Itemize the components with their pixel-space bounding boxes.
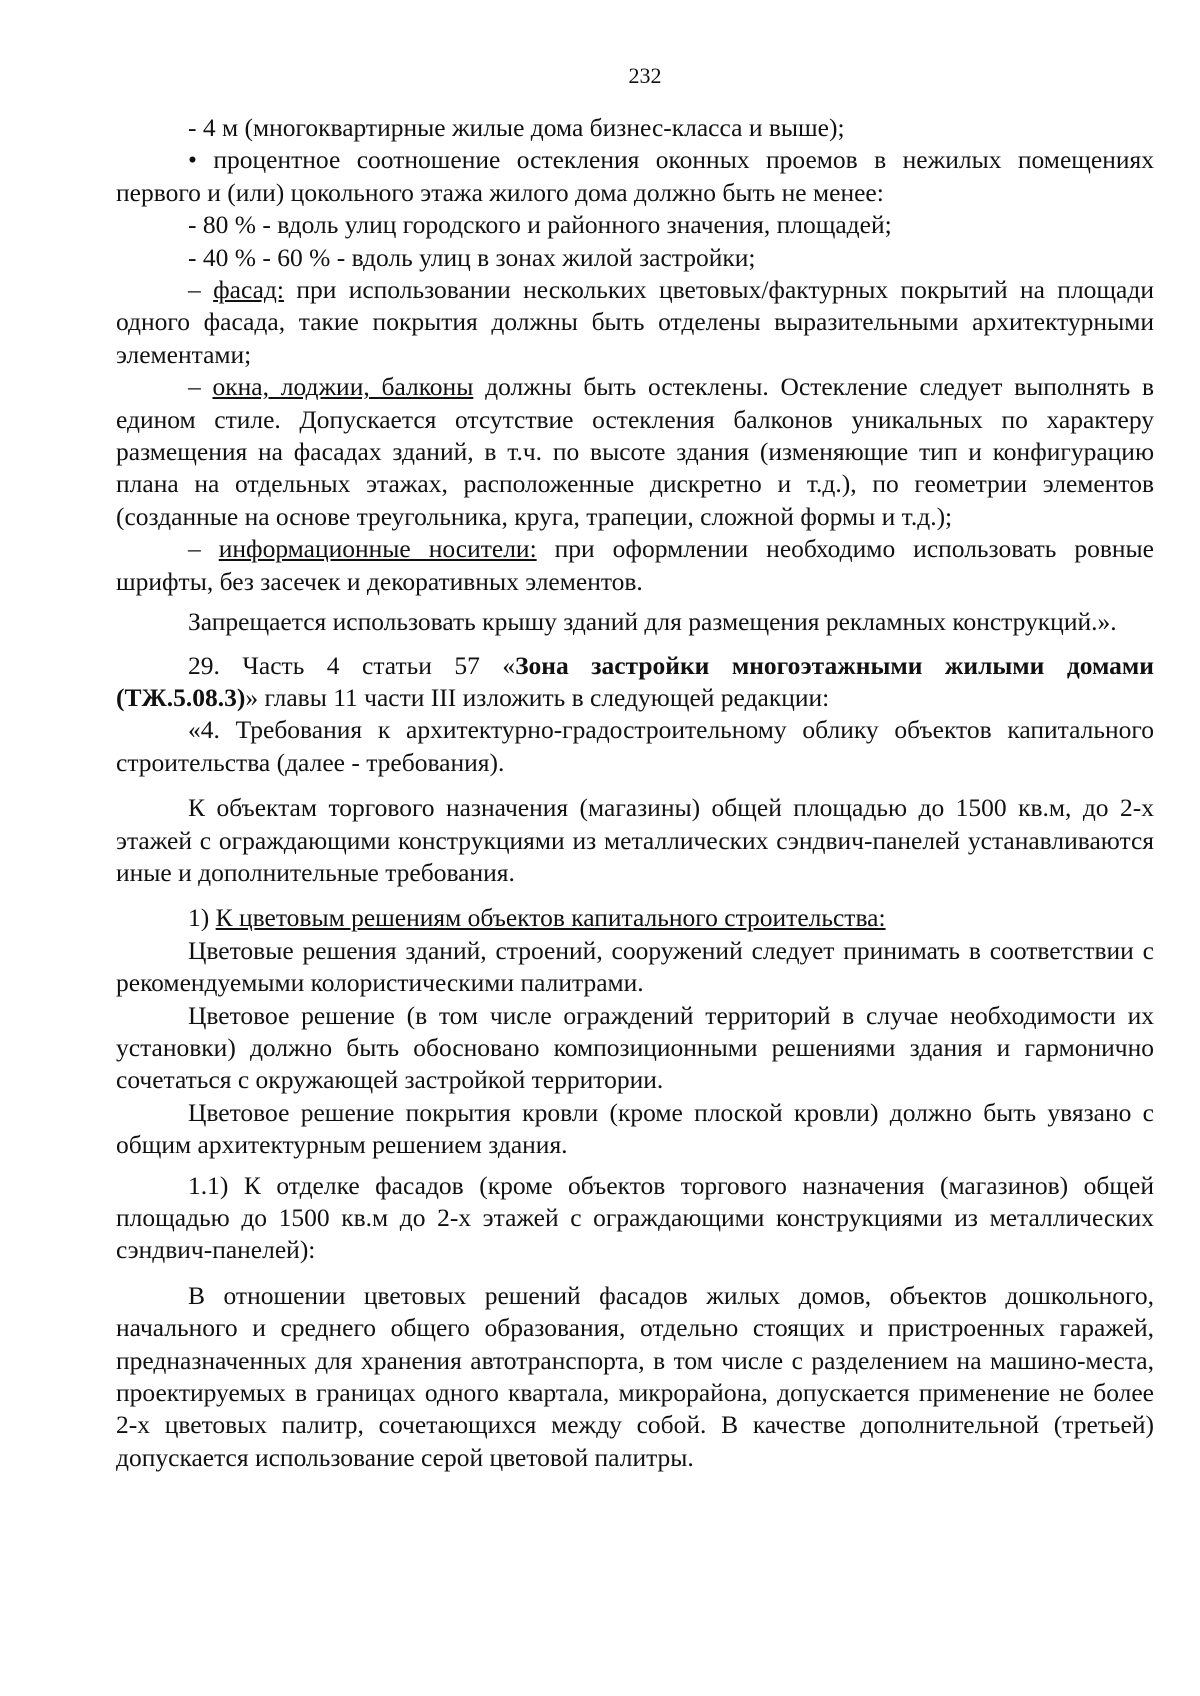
paragraph-trade-objects: К объектам торгового назначения (магазины) общей площадью до 1500 кв.м, до 2-х этажей с ограждающими конструкциями из металлических сэндвич-панелей устанавливаются иные и дополнительные требования. [116, 793, 1154, 887]
zone-title: Зона застройки многоэтажными жилыми домами (ТЖ.5.08.3) [116, 650, 1154, 712]
paragraph-windows [116, 371, 1154, 533]
paragraph-roof-ads: Запрещается использовать крышу зданий для размещения рекламных конструкций.». [188, 607, 1117, 637]
paragraph-color-justification: Цветовое решение (в том числе ограждений территорий в случае необходимости их установки) должно быть обосновано композиционными решениями здания и гармонично сочетаться с окружающей застройкой территории. [116, 1000, 1154, 1095]
paragraph-glazing-80: - 80 % - вдоль улиц городского и районного значения, площадей; [188, 210, 892, 240]
paragraph-info-carriers-text: при оформлении необходимо использовать ровные шрифты, без засечек и декоративных элементов. [116, 534, 1154, 596]
paragraph-facade-finish: 1.1) К отделке фасадов (кроме объектов торгового назначения (магазинов) общей площадью до 1500 кв.м до 2-х этажей с ограждающими конструкциями из металлических сэндвич-панелей): [116, 1170, 1154, 1265]
section-title: К цветовым решениям объектов капитального строительства: [215, 903, 886, 933]
paragraph-color-palettes: Цветовые решения зданий, строений, сооружений следует принимать в соответствии с рекомендуемыми колористическими палитрами. [116, 935, 1154, 998]
term-info-carriers: информационные носители: [218, 534, 537, 564]
paragraph-facade [116, 274, 1154, 371]
paragraph-windows-text: должны быть остеклены. Остекление следует выполнять в едином стиле. Допускается отсутствие остекления балконов уникальных по характеру размещения на фасадах зданий, в т.ч. по высоте здания (изменяющие тип и конфигурацию плана на отдельных этажах, расположенные дискретно и т.д.), по геометрии элементов (созданные на основе треугольника, круга, трапеции, сложной формы и т.д.); [116, 372, 1154, 531]
document-page [116, 62, 1154, 1474]
term-windows: окна, лоджии, балконы [212, 372, 474, 402]
item-29-rest: » главы 11 части III изложить в следующей редакции: [245, 682, 830, 712]
list-dash: – [188, 372, 213, 402]
section-heading-color [116, 902, 1154, 934]
paragraph-roof-color: Цветовое решение покрытия кровли (кроме плоской кровли) должно быть увязано с общим архитектурным решением здания. [116, 1097, 1154, 1160]
section-number: 1) [188, 903, 216, 933]
item-29-lead: 29. Часть 4 статьи 57 « [188, 650, 516, 680]
paragraph-info-carriers [116, 533, 1154, 598]
list-dash: – [188, 275, 214, 305]
paragraph-requirements-intro: «4. Требования к архитектурно-градостроительному облику объектов капитального строительства (далее - требования). [116, 715, 1154, 777]
paragraph-facade-palettes: В отношении цветовых решений фасадов жилых домов, объектов дошкольного, начального и среднего общего образования, отдельно стоящих и пристроенных гаражей, предназначенных для хранения автотранспорта, в том числе с разделением на машино-места, проектируемых в границах одного квартала, микрорайона, допускается применение не более 2-х цветовых палитр, сочетающихся между собой. В качестве дополнительной (третьей) допускается использование серой цветовой палитры. [116, 1280, 1154, 1472]
paragraph-item-29 [116, 650, 1154, 715]
page-number: 232 [628, 63, 662, 88]
paragraph-glazing-ratio: • процентное соотношение остекления оконных проемов в нежилых помещениях первого и (или) цокольного этажа жилого дома должно быть не менее: [116, 145, 1154, 207]
term-facade: фасад: [213, 275, 284, 305]
list-dash: – [188, 534, 219, 564]
paragraph-business-class-height: - 4 м (многоквартирные жилые дома бизнес-класса и выше); [188, 113, 845, 142]
paragraph-glazing-40-60: - 40 % - 60 % - вдоль улиц в зонах жилой застройки; [188, 242, 756, 272]
paragraph-facade-text: при использовании нескольких цветовых/фактурных покрытий на площади одного фасада, такие покрытия должны быть отделены выразительными архитектурными элементами; [116, 275, 1154, 369]
